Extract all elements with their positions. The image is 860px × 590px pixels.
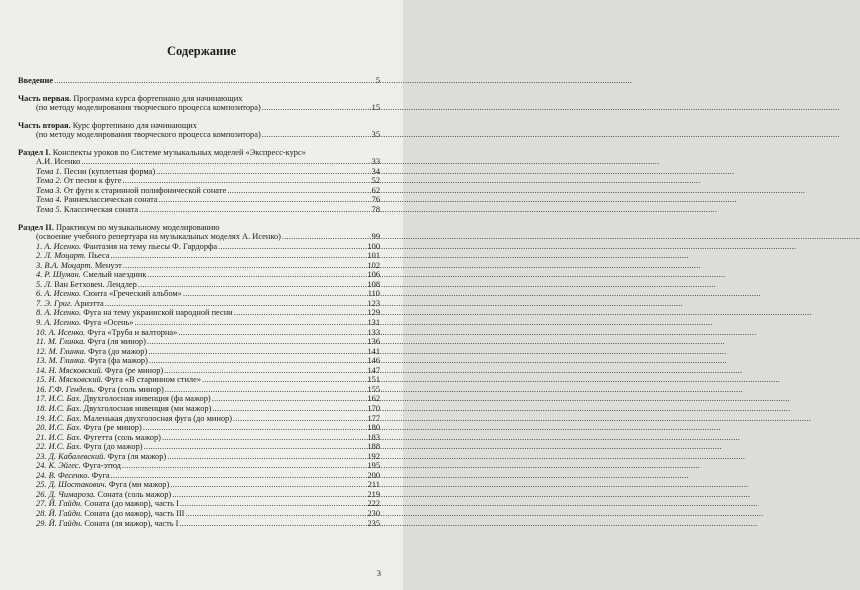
toc-entry	[18, 328, 380, 338]
toc-entry-title	[36, 318, 134, 328]
toc-entry-text: Сюита «Греческий альбом»	[81, 289, 182, 299]
toc-entry	[18, 452, 380, 462]
toc-entry-author: 6. А. Исенко.	[36, 289, 82, 299]
toc-page-number: 129	[367, 308, 380, 318]
toc-entry-text: Пьеса	[86, 251, 110, 261]
toc-entry-author: 22. И.С. Бах.	[36, 442, 82, 452]
toc-page-number: 235	[367, 518, 380, 528]
toc-page-number: 100	[367, 241, 380, 251]
toc-page-number: 102	[367, 260, 380, 270]
toc-page-number: 170	[367, 403, 380, 413]
toc-entry	[18, 242, 380, 252]
toc-entry-title	[36, 414, 232, 424]
dot-leader	[172, 490, 366, 500]
toc-page-number: 108	[367, 279, 380, 289]
toc-entry-title	[36, 186, 226, 196]
toc-entry-text: Программа курса фортепиано для начинающих	[71, 93, 243, 103]
toc-entry-author: Тема 4.	[36, 195, 62, 205]
toc-entry	[18, 130, 380, 140]
toc-entry	[18, 337, 380, 347]
toc-entry-author: 15. Н. Мясковский.	[36, 375, 103, 385]
toc-entry-author: 19. И.С. Бах.	[36, 413, 82, 423]
toc-entry-heading: Часть вторая.	[18, 120, 71, 130]
toc-entry	[18, 251, 380, 261]
dot-leader	[147, 337, 367, 347]
toc-entry-author: 14. Н. Мясковский.	[36, 365, 103, 375]
toc-entry-text: Раннеклассическая соната	[61, 195, 158, 205]
dot-leader	[227, 186, 370, 196]
toc-entry-text: Фуга (фа мажор)	[86, 356, 148, 366]
toc-entry	[18, 442, 380, 452]
dot-leader	[149, 356, 367, 366]
toc-entry-text: Двухголосная инвенция (фа мажор)	[81, 394, 211, 404]
toc-entry-title	[36, 480, 169, 490]
toc-page-number: 192	[367, 451, 380, 461]
toc-entry-text: Курс фортепиано для начинающих	[70, 120, 197, 130]
toc-entry	[18, 157, 380, 167]
toc-entry-title	[36, 490, 171, 500]
toc-entry-text: Фуга	[89, 470, 110, 480]
toc-entry-author: 28. Й. Гайдн.	[36, 508, 83, 518]
dot-leader	[218, 242, 366, 252]
toc-entry-title	[36, 261, 122, 271]
toc-entry-title	[36, 299, 104, 309]
dot-leader	[180, 499, 367, 509]
toc-page-number: 162	[367, 394, 380, 404]
toc-entry	[18, 433, 380, 443]
dot-leader	[183, 289, 367, 299]
dot-leader	[170, 480, 366, 490]
toc-page-number: 99	[371, 232, 380, 242]
toc-page-number: 195	[367, 461, 380, 471]
dot-leader	[105, 299, 367, 309]
toc-entry	[18, 280, 380, 290]
dot-leader	[282, 232, 371, 242]
toc-entry-author: 3. В.А. Моцарт.	[36, 260, 93, 270]
toc-page-number: 106	[367, 270, 380, 280]
toc-entry	[18, 490, 380, 500]
toc-entry-author: 13. М. Глинка.	[36, 356, 87, 366]
dot-leader	[111, 471, 367, 481]
toc-entry-author: 16. Г.Ф. Гендель.	[36, 384, 96, 394]
toc-page-number: 133	[367, 327, 380, 337]
toc-page-number: 62	[371, 185, 380, 195]
toc-entry-title	[36, 337, 146, 347]
toc-entry	[18, 103, 380, 113]
toc-entry	[18, 509, 380, 519]
toc-entry	[18, 480, 380, 490]
toc-entry-text: (освоение учебного репертуара на музыкальных моделях А. Исенко)	[36, 232, 281, 242]
toc-page-number: 34	[371, 166, 380, 176]
toc-entry	[18, 404, 380, 414]
toc-entry-author: 4. Р. Шуман.	[36, 270, 81, 280]
toc-page-number: 131	[367, 318, 380, 328]
table-of-contents	[18, 76, 380, 528]
toc-page-number: 78	[371, 205, 380, 215]
toc-entry-author: 8. А. Исенко.	[36, 308, 82, 318]
toc-entry-text: Фуга (до мажор)	[81, 442, 143, 452]
toc-entry-author: 7. Э. Григ.	[36, 298, 73, 308]
dot-leader	[122, 461, 367, 471]
dot-leader	[147, 270, 366, 280]
toc-entry-text: Соната (до мажор), часть III	[82, 508, 185, 518]
toc-entry-title	[36, 423, 142, 433]
toc-entry-title	[36, 195, 158, 205]
toc-page-number: 230	[367, 508, 380, 518]
toc-entry-title	[36, 205, 138, 215]
toc-entry-title	[36, 328, 177, 338]
dot-leader	[233, 414, 366, 424]
toc-entry	[18, 205, 380, 215]
toc-page-number: 200	[367, 470, 380, 480]
toc-entry-author: Тема 5.	[36, 205, 62, 215]
toc-entry-author: 27. Й. Гайдн.	[36, 499, 83, 509]
toc-entry	[18, 394, 380, 404]
dot-leader	[159, 195, 371, 205]
toc-entry-author: 18. И.С. Бах.	[36, 403, 82, 413]
toc-page-number: 15	[371, 103, 380, 113]
toc-entry-text: Менуэт	[92, 260, 122, 270]
toc-entry	[18, 471, 380, 481]
toc-page-number: 177	[367, 413, 380, 423]
toc-entry-title	[36, 289, 182, 299]
toc-page-number: 33	[371, 157, 380, 167]
dot-leader	[162, 433, 366, 443]
toc-entry	[18, 347, 380, 357]
toc-page-number: 155	[367, 384, 380, 394]
toc-entry-text: Практикум по музыкальному моделированию	[53, 222, 220, 232]
toc-entry-text: Песни (куплетная форма)	[61, 166, 156, 176]
toc-entry-title	[36, 442, 143, 452]
book-page	[0, 0, 403, 590]
toc-entry-title	[36, 280, 137, 290]
toc-page-number: 52	[371, 176, 380, 186]
toc-entry-text: Фуга (ля мажор)	[105, 451, 167, 461]
toc-entry-title	[36, 452, 166, 462]
toc-entry-author: 24. К. Эйгес.	[36, 461, 81, 471]
toc-entry	[18, 519, 380, 529]
section-gap	[18, 215, 380, 223]
toc-entry-author: 23. Д. Кабалевский.	[36, 451, 106, 461]
dot-leader	[123, 261, 367, 271]
toc-entry-text: Фуга-этюд	[80, 461, 121, 471]
toc-entry-text: Соната (ля мажор), часть I	[82, 518, 179, 528]
toc-entry	[18, 223, 380, 233]
toc-entry-text: Классическая соната	[61, 205, 139, 215]
toc-entry-title	[36, 347, 147, 357]
dot-leader	[81, 157, 370, 167]
toc-entry	[18, 121, 380, 131]
toc-entry	[18, 499, 380, 509]
toc-entry-title	[36, 176, 121, 186]
dot-leader	[212, 404, 366, 414]
page-title: Содержание	[166, 44, 236, 58]
toc-entry-text: Ариэтта	[72, 298, 104, 308]
toc-page-number: 151	[367, 375, 380, 385]
toc-page-number: 110	[367, 289, 380, 299]
toc-entry	[18, 261, 380, 271]
toc-entry	[18, 423, 380, 433]
section-gap	[18, 140, 380, 148]
toc-page-number: 146	[367, 356, 380, 366]
toc-entry-text: Фуга (до мажор)	[86, 346, 148, 356]
dot-leader	[139, 205, 371, 215]
toc-entry-text: (по методу моделирования творческого процесса композитора)	[36, 130, 261, 140]
toc-entry-author: 1. А. Исенко.	[36, 241, 82, 251]
toc-entry-heading: Раздел I.	[18, 147, 51, 157]
toc-entry-title	[36, 366, 163, 376]
toc-page-number: 147	[367, 365, 380, 375]
toc-entry-heading: Часть первая.	[18, 93, 72, 103]
toc-entry-text: Соната (до мажор), часть I	[82, 499, 179, 509]
toc-entry	[18, 195, 380, 205]
dot-leader	[111, 251, 367, 261]
toc-page-number: 211	[367, 480, 380, 490]
dot-leader	[54, 76, 375, 86]
toc-entry-title	[36, 375, 201, 385]
toc-entry-title	[36, 167, 155, 177]
toc-entry-title	[36, 157, 80, 167]
toc-entry-title	[18, 94, 242, 104]
page-number: 3	[376, 568, 381, 578]
toc-page-number: 101	[367, 251, 380, 261]
toc-entry	[18, 94, 380, 104]
toc-entry	[18, 76, 380, 86]
toc-entry-text: Смелый наездник	[80, 270, 147, 280]
toc-entry-author: 5. Л.	[36, 279, 53, 289]
toc-entry-text: Фуга (ре минор)	[102, 365, 164, 375]
toc-entry-title	[36, 308, 233, 318]
toc-entry-text: Фуга (ля минор)	[85, 337, 146, 347]
dot-leader	[262, 103, 371, 113]
dot-leader	[178, 328, 366, 338]
toc-entry-title	[18, 76, 53, 86]
toc-entry	[18, 366, 380, 376]
toc-entry	[18, 299, 380, 309]
toc-entry-title	[36, 356, 148, 366]
toc-entry-author: 10. А. Исенко.	[36, 327, 86, 337]
toc-entry	[18, 461, 380, 471]
dot-leader	[234, 308, 367, 318]
toc-entry-author: 9. А. Исенко.	[36, 318, 82, 328]
toc-page-number: 123	[367, 298, 380, 308]
toc-entry	[18, 148, 380, 158]
toc-entry-text: А.И. Исенко	[36, 157, 81, 167]
dot-leader	[262, 130, 371, 140]
dot-leader	[202, 375, 366, 385]
toc-entry-text: Фуга (ре минор)	[81, 423, 142, 433]
dot-leader	[212, 394, 367, 404]
toc-entry-text: Двухголосная инвенция (ми мажор)	[81, 403, 212, 413]
toc-entry-title	[36, 433, 161, 443]
toc-entry-title	[18, 223, 220, 233]
toc-entry-heading: Введение	[18, 76, 54, 85]
toc-entry-author: 24. В. Фесенко.	[36, 470, 90, 480]
toc-entry-author: 21. И.С. Бах.	[36, 432, 82, 442]
toc-page-number: 76	[371, 195, 380, 205]
toc-entry-title	[36, 509, 184, 519]
toc-entry	[18, 318, 380, 328]
toc-entry	[18, 414, 380, 424]
toc-entry	[18, 176, 380, 186]
toc-entry-author: 17. И.С. Бах.	[36, 394, 82, 404]
toc-page-number: 188	[367, 442, 380, 452]
toc-page-number: 183	[367, 432, 380, 442]
toc-entry-title	[36, 394, 211, 404]
toc-entry-author: Тема 3.	[36, 185, 62, 195]
toc-entry-title	[36, 130, 261, 140]
dot-leader	[138, 280, 367, 290]
toc-entry-text: Фуга (соль минор)	[95, 384, 164, 394]
toc-entry-title	[36, 103, 261, 113]
toc-entry-author: 2. Л. Моцарт.	[36, 251, 87, 261]
toc-entry	[18, 375, 380, 385]
toc-entry-title	[18, 148, 306, 158]
toc-entry-title	[36, 404, 211, 414]
toc-entry-text: Фугетта (соль мажор)	[81, 432, 161, 442]
toc-entry-text: Фуга «В старинном стиле»	[102, 375, 202, 385]
toc-entry-author: Тема 1.	[36, 166, 62, 176]
toc-entry-title	[36, 242, 217, 252]
toc-entry-text: Конспекты уроков по Системе музыкальных моделей «Экспресс-курс»	[50, 147, 306, 157]
toc-entry-author: 29. Й. Гайдн.	[36, 518, 83, 528]
dot-leader	[179, 519, 366, 529]
toc-entry	[18, 385, 380, 395]
dot-leader	[143, 423, 367, 433]
dot-leader	[164, 366, 366, 376]
toc-entry-text: Фуга на тему украинской народной песни	[81, 308, 233, 318]
toc-page-number: 136	[367, 337, 380, 347]
toc-entry-title	[36, 251, 110, 261]
toc-entry-heading: Раздел II.	[18, 222, 54, 232]
toc-entry-text: Фантазия на тему пьесы Ф. Гардорфа	[81, 241, 218, 251]
toc-entry-author: 11. М. Глинка.	[36, 337, 86, 347]
toc-page-number: 219	[367, 489, 380, 499]
section-gap	[18, 113, 380, 121]
toc-entry-author: Тема 2.	[36, 176, 62, 186]
toc-entry-text: Ван Бетховен. Лендлер	[52, 279, 137, 289]
dot-leader	[122, 176, 370, 186]
toc-entry	[18, 270, 380, 280]
toc-entry	[18, 308, 380, 318]
toc-entry-title	[36, 519, 178, 529]
dot-leader	[167, 452, 366, 462]
dot-leader	[148, 347, 366, 357]
dot-leader	[165, 385, 367, 395]
toc-entry-title	[36, 232, 281, 242]
toc-entry-text: (по методу моделирования творческого процесса композитора)	[36, 103, 261, 113]
toc-entry	[18, 356, 380, 366]
toc-page-number: 5	[375, 76, 380, 85]
toc-page-number: 180	[367, 423, 380, 433]
toc-entry-title	[36, 499, 179, 509]
toc-page-number: 35	[371, 130, 380, 140]
toc-entry	[18, 186, 380, 196]
toc-entry-author: 20. И.С. Бах.	[36, 423, 82, 433]
toc-entry-title	[36, 471, 110, 481]
dot-leader	[135, 318, 367, 328]
toc-entry-author: 25. Д. Шостакович.	[36, 480, 107, 490]
toc-page-number: 222	[367, 499, 380, 509]
toc-entry-title	[36, 461, 121, 471]
toc-entry-text: От песни к фуге	[61, 176, 122, 186]
section-gap	[18, 86, 380, 94]
toc-entry-author: 26. Д. Чимароза.	[36, 489, 96, 499]
dot-leader	[185, 509, 366, 519]
toc-page-number: 141	[367, 346, 380, 356]
toc-entry-author: 12. М. Глинка.	[36, 346, 87, 356]
toc-entry-title	[18, 121, 197, 131]
toc-entry-text: Соната (соль мажор)	[95, 489, 172, 499]
toc-entry-text: Фуга (ми мажор)	[106, 480, 170, 490]
toc-entry-title	[36, 270, 146, 280]
dot-leader	[156, 167, 370, 177]
dot-leader	[144, 442, 367, 452]
toc-entry-title	[36, 385, 164, 395]
toc-entry-text: Фуга «Осень»	[81, 318, 134, 328]
toc-entry	[18, 232, 380, 242]
toc-entry	[18, 289, 380, 299]
toc-entry-text: От фуги к старинной полифонической сонате	[61, 185, 227, 195]
toc-entry-text: Фуга «Труба и валторна»	[85, 327, 178, 337]
toc-entry-text: Маленькая двухголосная фуга (до минор)	[81, 413, 233, 423]
toc-entry	[18, 167, 380, 177]
